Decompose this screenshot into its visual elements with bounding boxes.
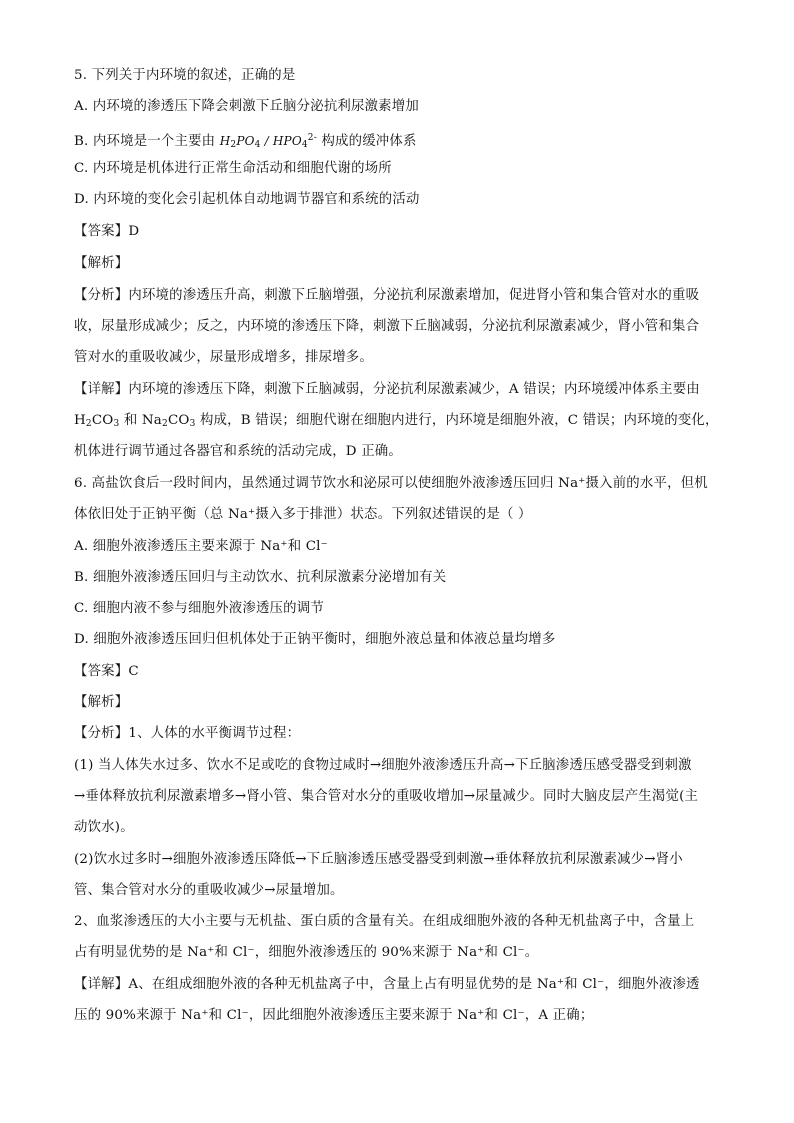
q6-xiangjie-line: 【详解】A、在组成细胞外液的各种无机盐离子中，含量上占有明显优势的是 Na⁺和 Cl⁻，细胞外液渗透 [74,977,700,992]
q6-fenxi-line: (2)饮水过多时→细胞外液渗透压降低→下丘脑渗透压感受器受到刺激→垂体释放抗利尿激素减少→肾小 [74,852,683,867]
q6-analysis-title: 【解析】 [74,695,129,710]
formula-h: H [219,134,231,148]
formula-sub: 4 [301,140,308,150]
q5-answer: 【答案】D [74,224,140,239]
chem-sub: 3 [113,419,120,429]
q6-fenxi-line: 2、血浆渗透压的大小主要与无机盐、蛋白质的含量有关。在组成细胞外液的各种无机盐离子中，含量上 [74,914,695,929]
q6-stem-line: 体依旧处于正钠平衡（总 Na⁺摄入多于排泄）状态。下列叙述错误的是（ ） [74,507,532,522]
q5-option-b-post: 构成的缓冲体系 [321,134,417,149]
q6-option-b: B. 细胞外液渗透压回归与主动饮水、抗利尿激素分泌增加有关 [74,570,447,585]
q6-xiangjie-line: 压的 90%来源于 Na⁺和 Cl⁻，因此细胞外液渗透压主要来源于 Na⁺和 Cl⁻，A 正确； [74,1008,594,1023]
q6-fenxi-line: →垂体释放抗利尿激素增多→肾小管、集合管对水分的重吸收增加→尿量减少。同时大脑皮层产生渴觉(主 [74,789,699,804]
q6-option-c: C. 细胞内液不参与细胞外液渗透压的调节 [74,601,324,616]
chem-sub: 3 [189,419,196,429]
q6-option-a: A. 细胞外液渗透压主要来源于 Na⁺和 Cl⁻ [74,539,328,554]
formula-hpo: / HPO [260,134,302,148]
q6-fenxi-line: 动饮水)。 [74,820,134,835]
q6-fenxi-line: 占有明显优势的是 Na⁺和 Cl⁻，细胞外液渗透压的 90%来源于 Na⁺和 Cl⁻。 [74,945,539,960]
chem-text: CO [167,413,190,428]
chem-sub: 2 [85,419,92,429]
formula-sup: 2- [307,133,317,143]
q5-option-c: C. 内环境是机体进行正常生命活动和细胞代谢的场所 [74,161,392,176]
formula-po: PO [236,134,255,148]
q5-xiangjie-line [74,411,724,434]
q5-option-b-pre: B. 内环境是一个主要由 [74,134,216,149]
q6-fenxi-line: 管、集合管对水分的重吸收减少→尿量增加。 [74,883,344,898]
q5-option-d: D. 内环境的变化会引起机体自动地调节器官和系统的活动 [74,192,420,207]
formula-sub: 2 [230,140,237,150]
formula-sub: 4 [254,140,261,150]
chem-text: 构成，B 错误；细胞代谢在细胞内进行，内环境是细胞外液，C 错误；内环境的变化， [195,413,719,428]
chem-text: H [74,413,86,428]
q5-xiangjie-line: 【详解】内环境的渗透压下降，刺激下丘脑减弱，分泌抗利尿激素减少，A 错误；内环境缓冲体系主要由 [74,382,700,397]
q6-fenxi-line: (1) 当人体失水过多、饮水不足或吃的食物过咸时→细胞外液渗透压升高→下丘脑渗透压感受器受到刺激 [74,758,692,773]
q6-stem-line: 6. 高盐饮食后一段时间内，虽然通过调节饮水和泌尿可以使细胞外液渗透压回归 Na⁺摄入前的水平，但机 [74,476,708,491]
q6-fenxi-title: 【分析】1、人体的水平衡调节过程： [74,726,301,741]
q5-fenxi-line: 【分析】内环境的渗透压升高，刺激下丘脑增强，分泌抗利尿激素增加，促进肾小管和集合管对水的重吸 [74,288,700,303]
q5-option-b [74,128,724,155]
q5-stem: 5. 下列关于内环境的叙述，正确的是 [74,68,296,83]
q6-option-d: D. 细胞外液渗透压回归但机体处于正钠平衡时，细胞外液总量和体液总量均增多 [74,632,556,647]
q5-option-a: A. 内环境的渗透压下降会刺激下丘脑分泌抗利尿激素增加 [74,99,419,114]
q5-fenxi-line: 收，尿量形成减少；反之，内环境的渗透压下降，刺激下丘脑减弱，分泌抗利尿激素减少，肾小管和集合 [74,319,700,334]
q6-answer: 【答案】C [74,664,139,679]
chem-sub: 2 [162,419,168,429]
chem-text: 和 Na [119,413,162,428]
q5-xiangjie-line: 机体进行调节通过各器官和系统的活动完成，D 正确。 [74,444,402,459]
q5-fenxi-line: 管对水的重吸收减少，尿量形成增多，排尿增多。 [74,350,373,365]
q5-analysis-title: 【解析】 [74,256,129,271]
chem-text: CO [91,413,114,428]
